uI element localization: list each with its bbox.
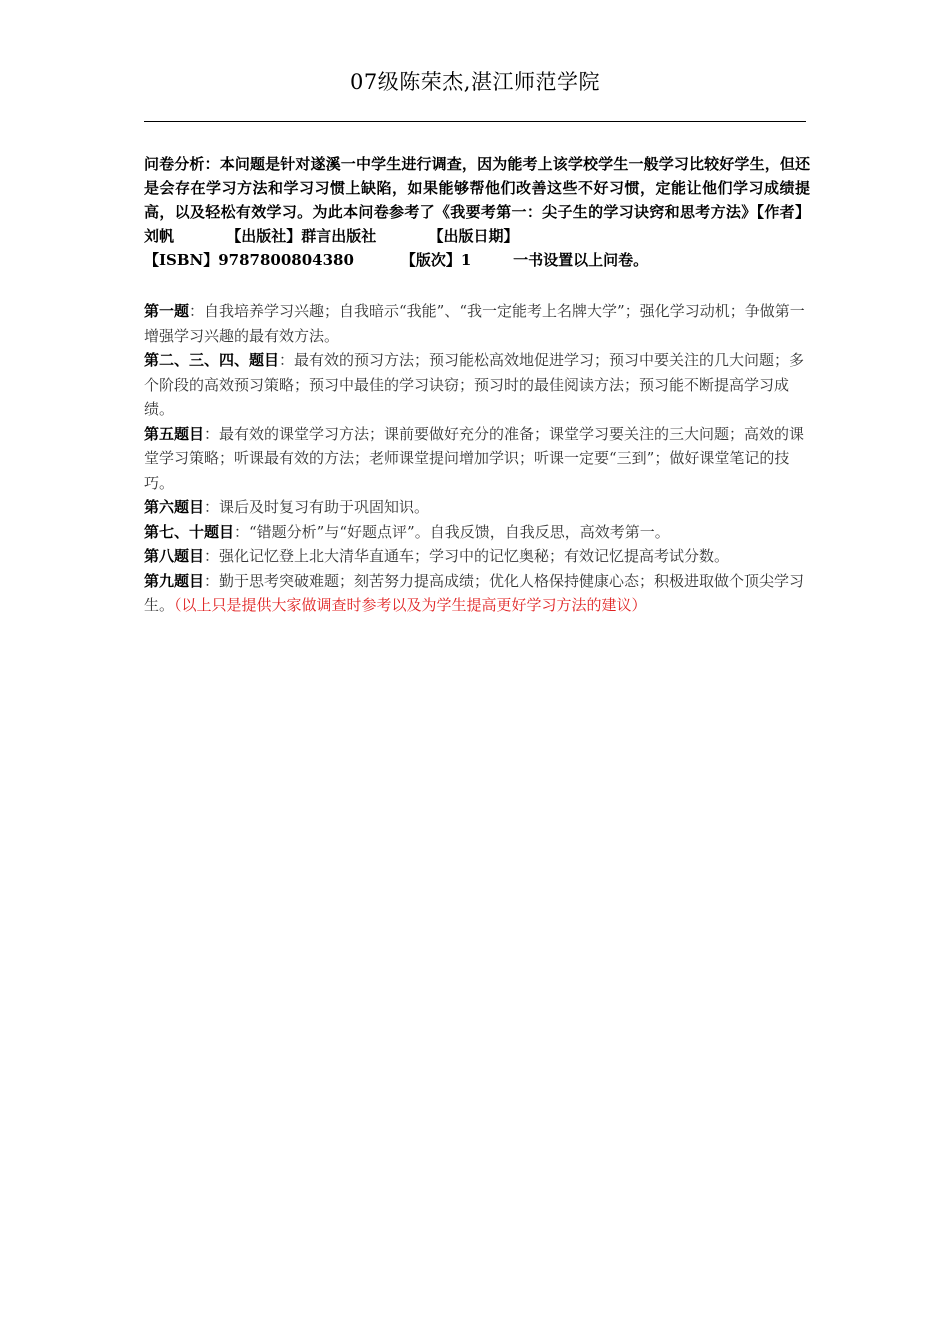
analysis-paragraph: [144, 152, 810, 248]
question-item: [144, 544, 812, 569]
pub-date-label: 【出版日期】: [428, 227, 519, 245]
reference-note: （以上只是提供大家做调查时参考以及为学生提高更好学习方法的建议）: [174, 596, 647, 614]
publisher-label: 【出版社】群言出版社: [226, 227, 377, 245]
question-item: [144, 299, 812, 348]
question-item: [144, 569, 812, 618]
item-text: ：最有效的预习方法；预习能松高效地促进学习；预习中要关注的几大问题；多个阶段的高效预习策略；预习中最佳的学习诀窃；预习时的最佳阅读方法；预习能不断提高学习成绩。: [144, 351, 805, 418]
item-label: 第八题目: [144, 547, 205, 565]
item-text: ：自我培养学习兴趣；自我暗示“我能”、“我一定能考上名牌大学”；强化学习动机；争做第一增强学习兴趣的最有效方法。: [144, 302, 805, 345]
item-label: 第一题: [144, 302, 190, 320]
question-item: [144, 422, 812, 496]
edition-label: 【版次】1: [400, 251, 472, 269]
analysis-text: 问卷分析：本问题是针对遂溪一中学生进行调查，因为能考上该学校学生一般学习比较好学生，但还是会存在学习方法和学习习惯上缺陷，如果能够帮他们改善这些不好习惯，定能让他们学习成绩提高，以及轻松有效学习。为此本问卷参考了《我要考第一：尖子生的学习诀窍和思考方法》【作者】刘帆: [144, 155, 810, 245]
analysis-meta-row: [144, 248, 810, 272]
item-text: ：最有效的课堂学习方法；课前要做好充分的准备；课堂学习要关注的三大问题；高效的课堂学习策略；听课最有效的方法；老师课堂提问增加学识；听课一定要“三到”；做好课堂笔记的技巧。: [144, 424, 805, 492]
item-label: 第九题目: [144, 571, 205, 590]
question-item: [144, 520, 812, 545]
item-label: 第二、三、四、题目: [144, 351, 280, 369]
item-text: ：课后及时复习有助于巩固知识。: [204, 498, 430, 516]
question-item: [144, 495, 812, 520]
item-text: ：勤于思考突破难题；刻苦努力提高成绩；优化人格保持健康心态；积极进取做个顶尖学习生。: [144, 571, 805, 614]
question-item: [144, 348, 812, 422]
item-text: ：“错题分析”与“好题点评”。自我反馈，自我反思，高效考第一。: [234, 522, 670, 541]
item-text: ：强化记忆登上北大清华直通车；学习中的记忆奥秘；有效记忆提高考试分数。: [204, 547, 730, 565]
item-label: 第六题目: [144, 498, 205, 516]
item-label: 第七、十题目: [144, 522, 235, 541]
item-label: 第五题目: [144, 424, 205, 443]
questionnaire-analysis: [144, 152, 810, 272]
isbn-label: 【ISBN】9787800804380: [144, 251, 354, 269]
analysis-closing: 一书设置以上问卷。: [513, 251, 649, 269]
question-item-list: [144, 299, 812, 618]
header-divider: [144, 121, 806, 122]
page-header-title: 07级陈荣杰,湛江师范学院: [350, 70, 600, 94]
